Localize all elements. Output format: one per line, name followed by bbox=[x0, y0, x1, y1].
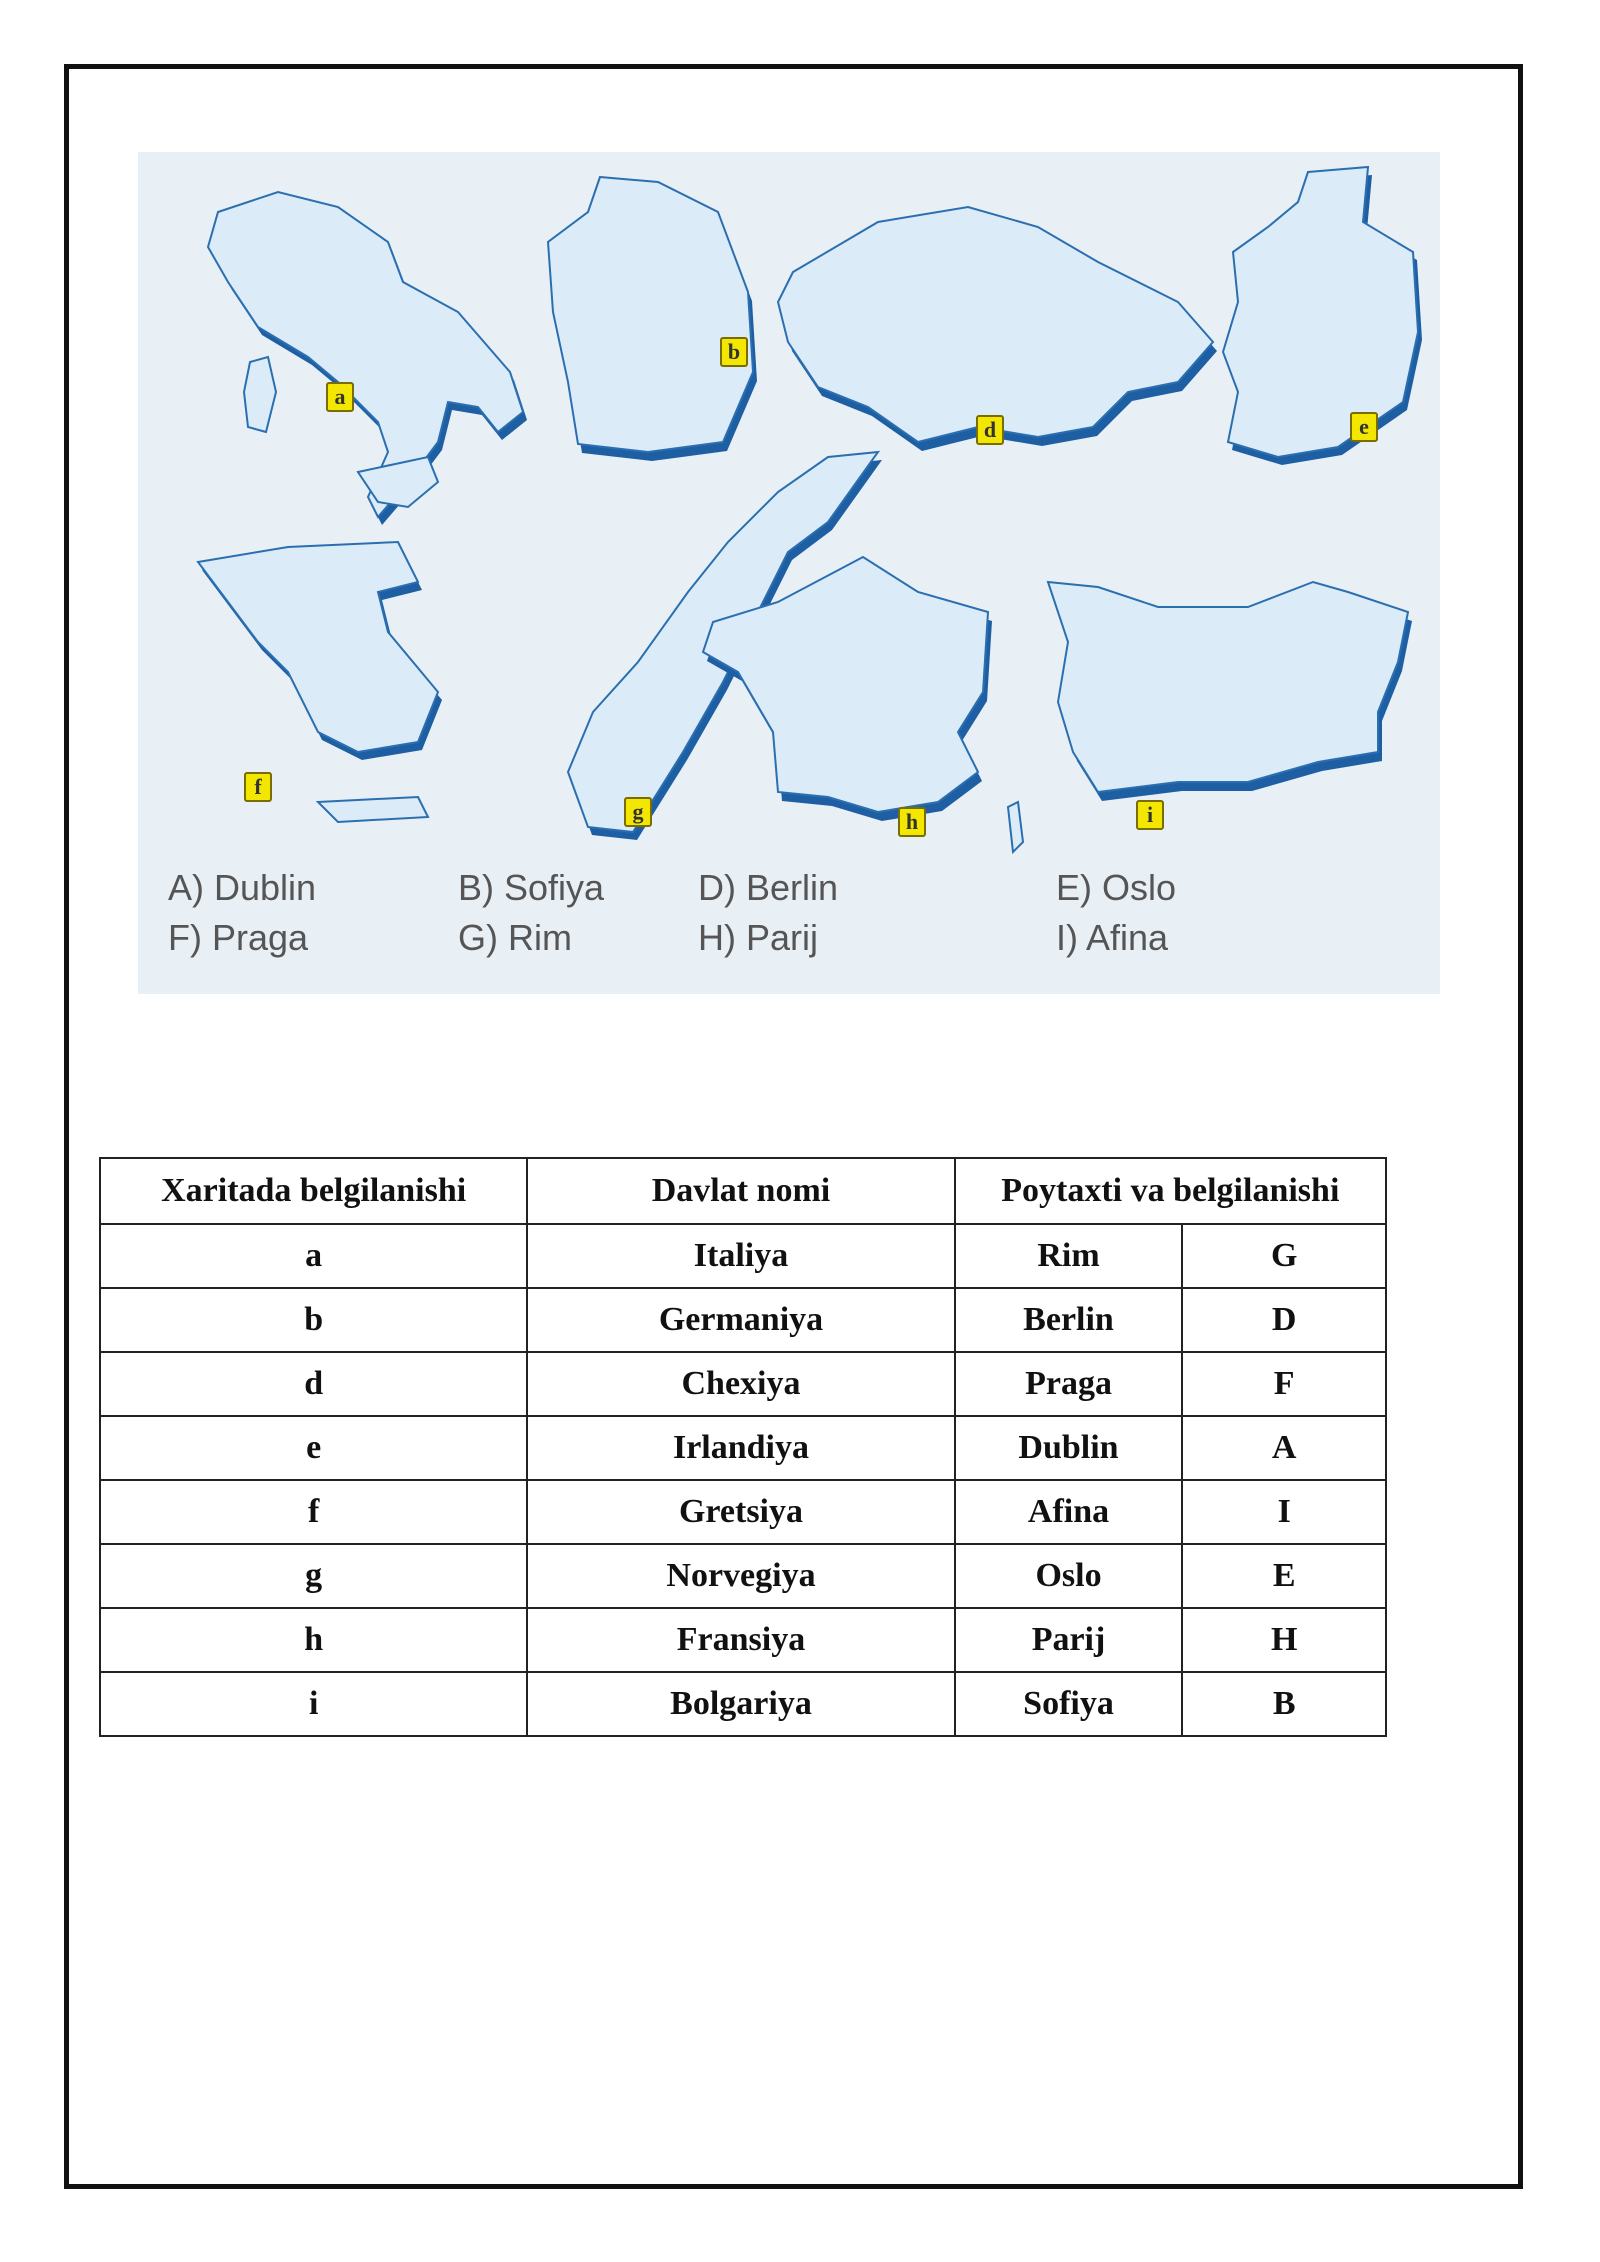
country-map-image bbox=[138, 152, 1440, 994]
capital-cell: Dublin bbox=[955, 1416, 1183, 1480]
capital-letter-cell: H bbox=[1182, 1608, 1386, 1672]
capital-letter-cell: D bbox=[1182, 1288, 1386, 1352]
marker-cell: d bbox=[100, 1352, 527, 1416]
capital-cell: Oslo bbox=[955, 1544, 1183, 1608]
header-map-label: Xaritada belgilanishi bbox=[100, 1158, 527, 1224]
germany-shape bbox=[548, 177, 757, 461]
option-b: B) Sofiya bbox=[458, 867, 605, 908]
country-cell: Irlandiya bbox=[527, 1416, 954, 1480]
marker-cell: g bbox=[100, 1544, 527, 1608]
option-f: F) Praga bbox=[168, 917, 309, 958]
capital-letter-cell: B bbox=[1182, 1672, 1386, 1736]
country-cell: Norvegiya bbox=[527, 1544, 954, 1608]
capital-cell: Afina bbox=[955, 1480, 1183, 1544]
marker-a: a bbox=[326, 382, 354, 412]
table-row bbox=[100, 1288, 1386, 1352]
ireland-shape bbox=[1223, 167, 1422, 465]
capital-letter-cell: E bbox=[1182, 1544, 1386, 1608]
capital-letter-cell: G bbox=[1182, 1224, 1386, 1288]
marker-f: f bbox=[244, 772, 272, 802]
header-capital: Poytaxti va belgilanishi bbox=[955, 1158, 1386, 1224]
country-cell: Italiya bbox=[527, 1224, 954, 1288]
marker-cell: e bbox=[100, 1416, 527, 1480]
table-row bbox=[100, 1416, 1386, 1480]
table-row bbox=[100, 1352, 1386, 1416]
marker-cell: a bbox=[100, 1224, 527, 1288]
capital-cell: Praga bbox=[955, 1352, 1183, 1416]
table-header-row bbox=[100, 1158, 1386, 1224]
option-d: D) Berlin bbox=[698, 867, 839, 908]
country-cell: Bolgariya bbox=[527, 1672, 954, 1736]
marker-b: b bbox=[720, 337, 748, 367]
country-cell: Fransiya bbox=[527, 1608, 954, 1672]
capital-cell: Rim bbox=[955, 1224, 1183, 1288]
marker-cell: i bbox=[100, 1672, 527, 1736]
option-g: G) Rim bbox=[458, 917, 572, 958]
table-body bbox=[100, 1224, 1386, 1736]
marker-e: e bbox=[1350, 412, 1378, 442]
marker-g: g bbox=[624, 797, 652, 827]
marker-d: d bbox=[976, 415, 1004, 445]
table-row bbox=[100, 1544, 1386, 1608]
marker-cell: f bbox=[100, 1480, 527, 1544]
table-row bbox=[100, 1480, 1386, 1544]
greece-shape bbox=[198, 542, 442, 822]
option-i: I) Afina bbox=[1056, 917, 1169, 958]
marker-cell: b bbox=[100, 1288, 527, 1352]
table-row bbox=[100, 1608, 1386, 1672]
marker-h: h bbox=[898, 807, 926, 837]
answer-table bbox=[99, 1157, 1387, 1737]
capital-cell: Sofiya bbox=[955, 1672, 1183, 1736]
marker-cell: h bbox=[100, 1608, 527, 1672]
table-row bbox=[100, 1672, 1386, 1736]
option-a: A) Dublin bbox=[168, 867, 317, 908]
header-country-name: Davlat nomi bbox=[527, 1158, 954, 1224]
capital-letter-cell: A bbox=[1182, 1416, 1386, 1480]
capital-letter-cell: F bbox=[1182, 1352, 1386, 1416]
table-row bbox=[100, 1224, 1386, 1288]
italy-shape bbox=[208, 192, 527, 525]
option-e: E) Oslo bbox=[1056, 867, 1177, 908]
marker-i: i bbox=[1136, 800, 1164, 830]
country-cell: Gretsiya bbox=[527, 1480, 954, 1544]
capital-cell: Parij bbox=[955, 1608, 1183, 1672]
country-cell: Germaniya bbox=[527, 1288, 954, 1352]
country-cell: Chexiya bbox=[527, 1352, 954, 1416]
capital-cell: Berlin bbox=[955, 1288, 1183, 1352]
option-h: H) Parij bbox=[698, 917, 819, 958]
capital-letter-cell: I bbox=[1182, 1480, 1386, 1544]
bulgaria-shape bbox=[1048, 582, 1412, 801]
